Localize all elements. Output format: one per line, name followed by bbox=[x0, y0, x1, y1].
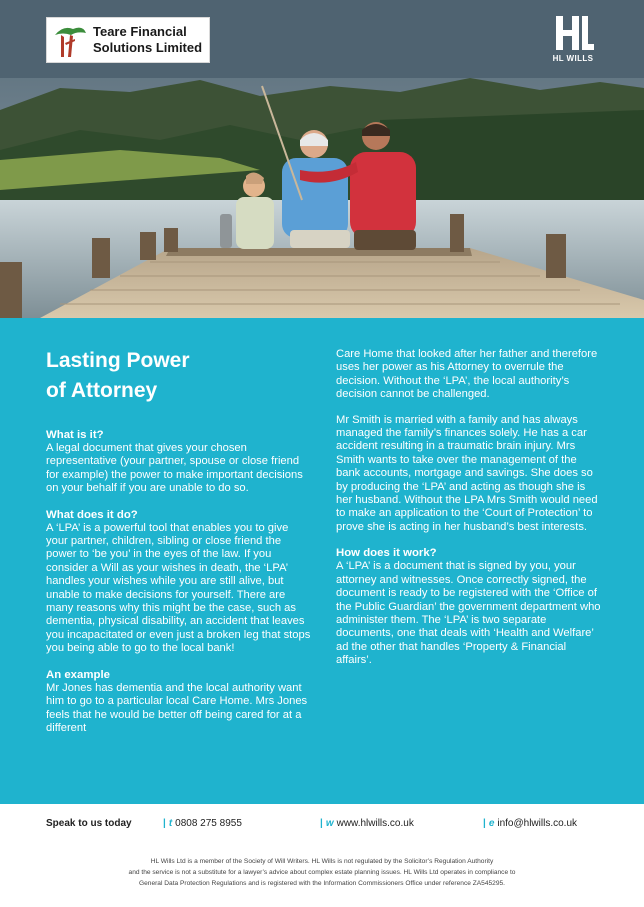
disclaimer-line2: and the service is not a substitute for a lawyer’s advice about complex estate planning issues. HL Wills Ltd operates in compliance to bbox=[128, 869, 516, 876]
left-column bbox=[46, 428, 312, 735]
phone-key: t bbox=[168, 818, 173, 829]
disclaimer-line3: General Data Protection Regulations and is registered with the Information Commissioners Office under reference ZA545295. bbox=[138, 880, 506, 887]
page-title-line2: of Attorney bbox=[46, 379, 158, 402]
what-does-it-do-body: A ‘LPA’ is a powerful tool that enables you to give your partner, children, sibling or close friend the power to ‘be you’ in the eyes of the law. If you consider a Will as your wishes in death, the ‘LPA’ handles your wishes while you are still alive, but unable to make decisions for yourself. There are many reasons why this might be the case, such as dementia, physical disability, an accident that leaves you incapacitated or even just a broken leg that stops you being able to go to the local bank! bbox=[46, 521, 311, 655]
hl-monogram-icon bbox=[548, 14, 598, 52]
partner-name-line1: Teare Financial bbox=[93, 24, 187, 39]
speak-to-us-label: Speak to us today bbox=[46, 818, 132, 829]
page-title-line1: Lasting Power bbox=[46, 349, 190, 372]
an-example-body-part3: Mr Smith is married with a family and has always managed the family’s finances solely. He has a car accident resulting in a traumatic brain injury. Mrs Smith wants to take over the management of the bank accounts, mortgage and savings. She does so by producing the ‘LPA’ and acting as though she is her husband. Without the LPA Mrs Smith would need to make an application to the ‘Court of Protection’ to prove she is acting in her husband’s best interests. bbox=[336, 413, 598, 533]
web-key: w bbox=[325, 818, 334, 829]
disclaimer bbox=[80, 856, 564, 889]
what-does-it-do-heading: What does it do? bbox=[46, 508, 138, 521]
content-panel bbox=[0, 318, 644, 804]
phone-number[interactable]: 0808 275 8955 bbox=[175, 818, 242, 829]
company-name: HL WILLS bbox=[552, 54, 594, 63]
partner-name bbox=[93, 24, 202, 56]
an-example-heading: An example bbox=[46, 668, 110, 681]
separator: | bbox=[163, 818, 166, 829]
email-key: e bbox=[488, 818, 495, 829]
website-link[interactable]: www.hlwills.co.uk bbox=[336, 818, 414, 829]
an-example-body-part1: Mr Jones has dementia and the local authority want him to go to a particular local Care Home. Mrs Jones feels that he would be better off being cared for at a different bbox=[46, 681, 308, 734]
page-title bbox=[46, 346, 286, 406]
website-contact[interactable] bbox=[320, 818, 414, 829]
separator: | bbox=[483, 818, 486, 829]
separator: | bbox=[320, 818, 323, 829]
what-is-it-body: A legal document that gives your chosen representative (your partner, spouse or close friend for example) the power to make important decisions on your behalf if you are unable to do so. bbox=[46, 442, 303, 495]
how-does-it-work-body: A ‘LPA’ is a document that is signed by you, your attorney and witnesses. Once correctly signed, the document is ready to be registered with the ‘Office of the Public Guardian’ the government department who administer them. The ‘LPA’ is two separate documents, one that deals with ‘Health and Welfare’ ad the other that handles ‘Property & Financial affairs’. bbox=[336, 560, 601, 667]
hl-wills-logo bbox=[540, 14, 606, 66]
partner-logo bbox=[46, 17, 210, 63]
contact-bar bbox=[0, 804, 644, 844]
phone-contact[interactable] bbox=[163, 818, 242, 829]
hero-photo bbox=[0, 0, 644, 318]
email-contact[interactable] bbox=[483, 818, 577, 829]
an-example-body-part2: Care Home that looked after her father and therefore uses her power as his Attorney to overrule the decision. Without the ‘LPA’, the local authority’s decision cannot be challenged. bbox=[336, 348, 598, 401]
email-link[interactable]: info@hlwills.co.uk bbox=[497, 818, 577, 829]
how-does-it-work-heading: How does it work? bbox=[336, 547, 437, 560]
what-is-it-heading: What is it? bbox=[46, 429, 104, 441]
disclaimer-line1: HL Wills Ltd is a member of the Society of Will Writers. HL Wills is not regulated by the Solicitor’s Regulation Authority bbox=[150, 858, 494, 865]
tree-logo-icon bbox=[53, 23, 87, 59]
partner-name-line2: Solutions Limited bbox=[93, 40, 203, 55]
right-column bbox=[336, 348, 604, 668]
